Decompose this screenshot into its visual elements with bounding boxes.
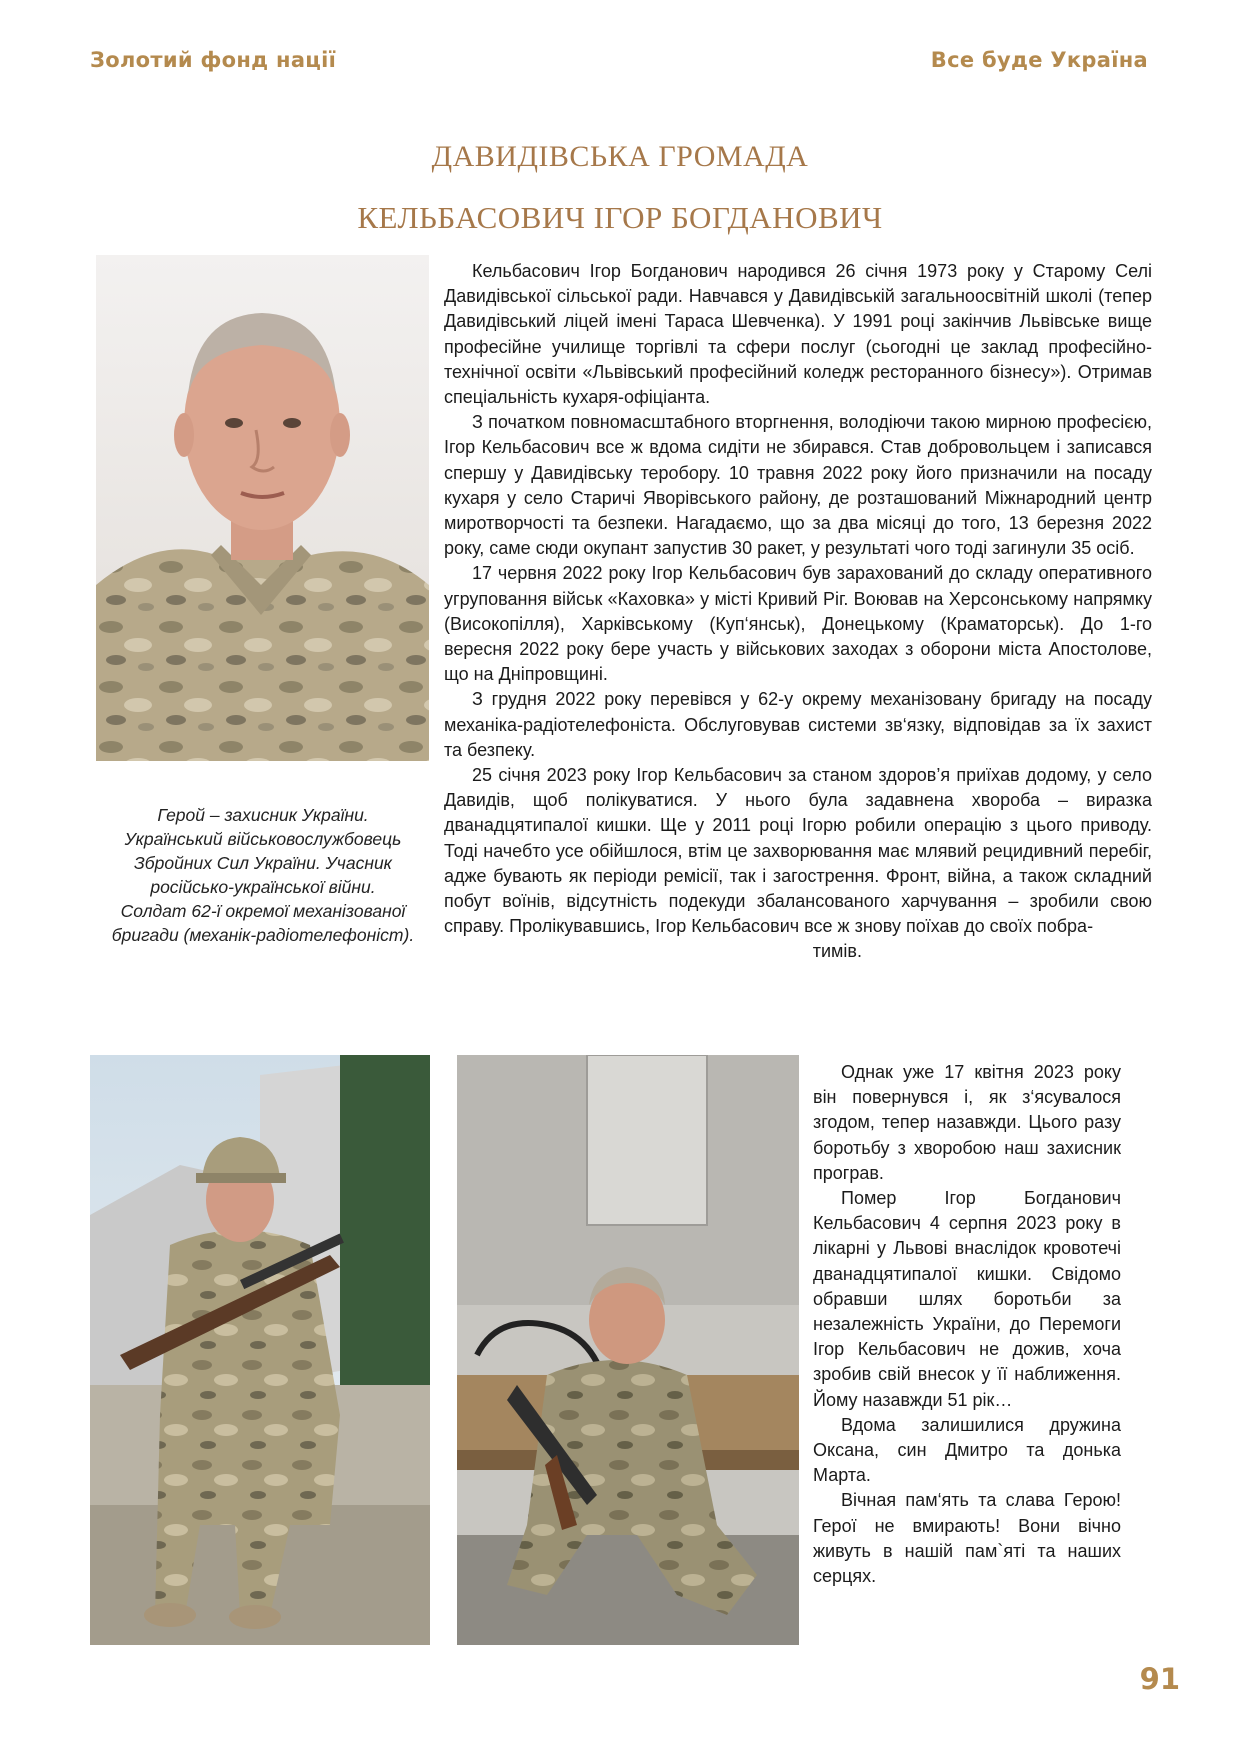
soldier-sitting-photo <box>457 1055 799 1645</box>
caption-line: Солдат 62-ї окремої механізованої <box>120 901 406 921</box>
paragraph: Вдома залишилися дружина Оксана, син Дмитро та донька Марта. <box>813 1414 1121 1486</box>
paragraph: 25 січня 2023 року Ігор Кельбасович за станом здоров’я приїхав додому, у село Давидів, щоб полікуватися. У нього була задавнена хвороба – виразка дванадцятипалої кишки. Ще у 2011 році Ігорю робили операцію з цього приводу. Тоді начебто усе обійшлося, втім це захворювання має млявий рецидивний перебіг, адже бувають як періоди ремісії, так і загострення. Фронт, війна, а також складний побут воїнів, відсутність подекуди збалансованого харчування – зробили свою справу. Пролікувавшись, Ігор Кельбасович все ж знову поїхав до своїх побра- <box>444 765 1152 937</box>
page-number: 91 <box>1139 1662 1180 1696</box>
section-title: ДАВИДІВСЬКА ГРОМАДА <box>431 140 809 173</box>
paragraph: 17 червня 2022 року Ігор Кельбасович був зарахований до складу оперативного угруповання військ «Каховка» у місті Кривий Ріг. Воював на Херсонському напрямку (Високопілля), Харківському (Куп‘янськ), Донецькому (Краматорськ). До 1-го вересня 2022 року бере участь у військових заходах з оборони міста Апостолове, що на Дніпровщині. <box>444 563 1152 685</box>
person-name: КЕЛЬБАСОВИЧ ІГОР БОГДАНОВИЧ <box>357 200 883 235</box>
paragraph: Вічная пам‘ять та слава Герою! Герої не вмирають! Вони вічно живуть в нашій пам`яті та наших серцях. <box>813 1490 1121 1587</box>
soldier-standing-photo <box>90 1055 430 1645</box>
running-header-left: Золотий фонд нації <box>90 48 337 72</box>
caption-line: Герой – захисник України. <box>157 805 369 825</box>
caption-line: бригади (механік-радіотелефоніст). <box>111 925 415 945</box>
paragraph: Кельбасович Ігор Богданович народився 26 січня 1973 року у Старому Селі Давидівської сільської ради. Навчався у Давидівській загальноосвітній школі (тепер Давидівський ліцей імені Тараса Шевченка). У 1991 році закінчив Львівське вище професійне училище торгівлі та сфери послуг (сьогодні це заклад професійно-технічної освіти «Львівський професійний коледж ресторанного бізнесу»). Отримав спеціальність кухаря-офіціанта. <box>444 261 1152 408</box>
paragraph-tail: тимів. <box>812 941 862 962</box>
paragraph: Помер Ігор Богданович Кельбасович 4 серпня 2023 року в лікарні у Львові внаслідок кровотечі дванадцятипалої кишки. Свідомо обравши шлях боротьби за незалежність України, до Перемоги Ігор Кельбасович не дожив, хоча зробив свій внесок у її наближення. Йому назавжди 51 рік… <box>813 1188 1121 1410</box>
photo-caption <box>88 803 438 947</box>
caption-line: Український військовослужбовець <box>124 829 402 849</box>
paragraph: З грудня 2022 року перевівся у 62-у окрему механізовану бригаду на посаду механіка-радіотелефоніста. Обслуговував системи зв‘язку, відповідав за їх захист та безпеку. <box>444 689 1152 760</box>
article-narrow-column <box>813 1060 1121 1589</box>
caption-line: Збройних Сил України. Учасник <box>134 853 392 873</box>
paragraph: Однак уже 17 квітня 2023 року він повернувся і, як з‘ясувалося згодом, тепер назавжди. Цього разу боротьбу з хворобою наш захисник програв. <box>813 1062 1121 1183</box>
caption-line: російсько-української війни. <box>150 877 376 897</box>
running-header-right: Все буде Україна <box>930 48 1148 72</box>
portrait-photo <box>96 255 429 761</box>
article-main-column <box>444 259 1152 965</box>
paragraph: З початком повномасштабного вторгнення, володіючи такою мирною професією, Ігор Кельбасович все ж вдома сидіти не збирався. Став добровольцем і записався спершу у Давидівську теробору. 10 травня 2022 року його призначили на посаду кухаря у село Старичі Яворівського району, де розташований Міжнародний центр миротворчості та безпеки. Нагадаємо, що за два місяці до того, 13 березня 2022 року, саме сюди окупант запустив 30 ракет, у результаті чого тоді загинули 35 осіб. <box>444 412 1152 559</box>
